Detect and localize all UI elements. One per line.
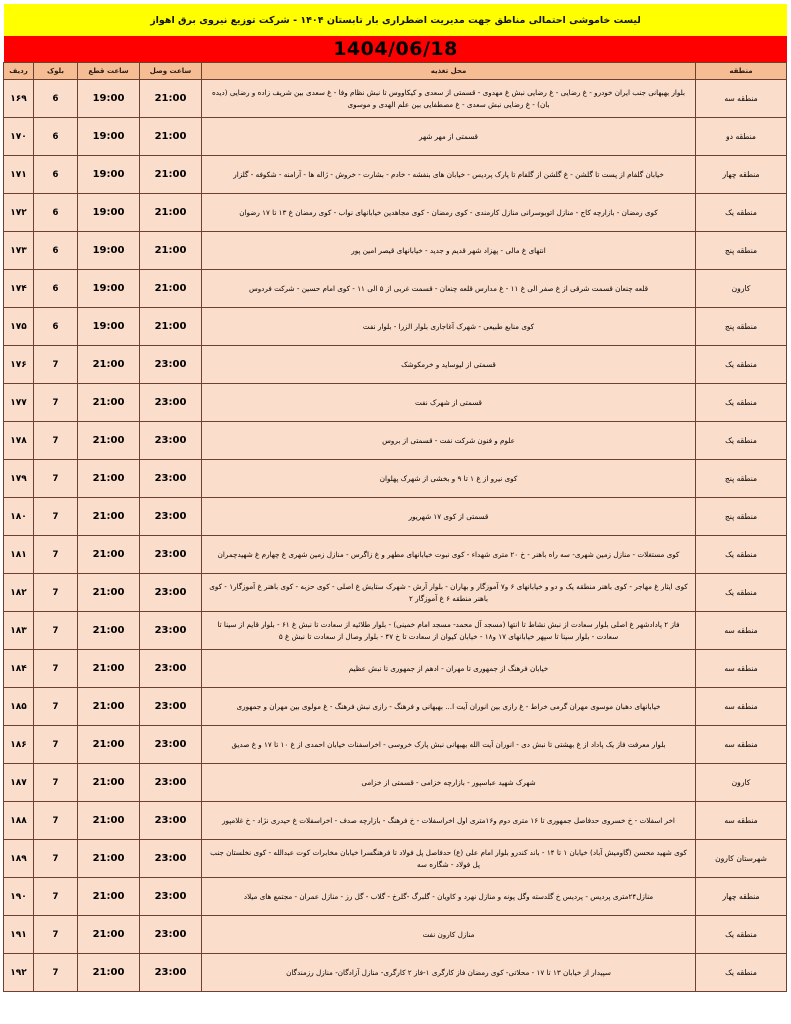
cell-mantaghe: کارون [696,270,787,308]
cell-vasl: 23:00 [140,384,202,422]
cell-mahal: فاز ۲ پادادشهر غ اصلی بلوار سعادت از نبش نشاط تا انتها (مسجد آل محمد- مسجد امام خمینی) - بلوار طلائیه از سعادت تا نبش غ ۶۱ - بلوار قایم از سینا تا سعادت - بلوار سینا تا سپهر خیابانهای ۱۷ و۱۸ - خیابان کیوان از سعادت تا خ ۴۷ - بلوار وصال از سعادت تا نبش غ ۵ [202,612,696,650]
cell-mantaghe: منطقه پنج [696,498,787,536]
cell-ghat: 21:00 [78,612,140,650]
cell-ghat: 21:00 [78,688,140,726]
cell-vasl: 21:00 [140,156,202,194]
cell-block: 7 [34,574,78,612]
table-row [4,384,787,422]
cell-radif: ۱۸۹ [4,840,34,878]
cell-ghat: 21:00 [78,422,140,460]
cell-block: 7 [34,878,78,916]
column-header-block: بلوک [34,63,78,80]
cell-mahal: قسمتی از مهر شهر [202,118,696,156]
table-row [4,118,787,156]
cell-mantaghe: منطقه سه [696,80,787,118]
table-row [4,954,787,992]
cell-mantaghe: منطقه دو [696,118,787,156]
cell-radif: ۱۷۷ [4,384,34,422]
cell-block: 6 [34,194,78,232]
cell-ghat: 21:00 [78,384,140,422]
outage-table [3,62,787,992]
cell-mahal: قسمتی از شهرک نفت [202,384,696,422]
cell-block: 6 [34,156,78,194]
cell-mantaghe: منطقه سه [696,726,787,764]
table-row [4,916,787,954]
cell-mahal: کوی منابع طبیعی - شهرک آغاجاری بلوار الزرا - بلوار نفت [202,308,696,346]
table-row [4,156,787,194]
cell-radif: ۱۷۹ [4,460,34,498]
cell-mahal: کوی نیرو از غ ۱ تا ۹ و بخشی از شهرک پهلوان [202,460,696,498]
cell-block: 6 [34,80,78,118]
cell-radif: ۱۷۴ [4,270,34,308]
cell-vasl: 23:00 [140,650,202,688]
cell-radif: ۱۹۰ [4,878,34,916]
cell-ghat: 19:00 [78,118,140,156]
table-row [4,270,787,308]
cell-radif: ۱۷۰ [4,118,34,156]
cell-radif: ۱۶۹ [4,80,34,118]
cell-block: 7 [34,726,78,764]
cell-vasl: 23:00 [140,878,202,916]
cell-mantaghe: منطقه سه [696,688,787,726]
table-row [4,498,787,536]
cell-radif: ۱۷۳ [4,232,34,270]
column-header-radif: ردیف [4,63,34,80]
cell-radif: ۱۷۶ [4,346,34,384]
cell-mahal: بلوار بهبهانی جنب ایران خودرو - غ رضایی - غ رضایی نبش غ مهدوی - قسمتی از سعدی و کیکاووس تا نبش نظام وفا - غ سعدی بین شریف زاده و رضایی (دیده بان) - غ رضایی نبش سعدی - غ مصطفایی بین علم الهدی و موسوی [202,80,696,118]
cell-block: 7 [34,916,78,954]
cell-vasl: 23:00 [140,612,202,650]
table-row [4,422,787,460]
table-row [4,878,787,916]
cell-mahal: کوی مستغلات - منازل زمین شهری- سه راه باهنر - خ ۲۰ متری شهداء - کوی نبوت خیابانهای مطهر و غ زاگرس - منازل زمین شهری غ چهارم غ شهیدچمران [202,536,696,574]
table-row [4,574,787,612]
cell-mahal: خیابان گلفام از پست تا گلشن - غ گلشن از گلفام تا پارک پردیس - خیابان های بنفشه - خادم - بشارت - خروش - ژاله ها - آرامنه - شکوفه - گلزار [202,156,696,194]
table-row [4,80,787,118]
cell-block: 6 [34,270,78,308]
cell-vasl: 23:00 [140,536,202,574]
cell-block: 7 [34,384,78,422]
cell-mantaghe: منطقه چهار [696,156,787,194]
cell-vasl: 23:00 [140,422,202,460]
table-row [4,308,787,346]
cell-radif: ۱۹۲ [4,954,34,992]
cell-ghat: 19:00 [78,232,140,270]
cell-ghat: 19:00 [78,194,140,232]
cell-vasl: 23:00 [140,460,202,498]
cell-ghat: 21:00 [78,954,140,992]
cell-vasl: 21:00 [140,270,202,308]
cell-ghat: 21:00 [78,764,140,802]
cell-ghat: 19:00 [78,80,140,118]
table-header-row [4,63,787,80]
cell-mahal: بلوار معرفت فاز یک پاداد از غ بهشتی تا نبش دی - انوران آیت الله بهبهانی نبش پارک خروسی - اخراسفنات خیابان احمدی از غ ۱۰ تا ۱۷ و غ صدیق [202,726,696,764]
cell-mahal: خیابان فرهنگ از جمهوری تا مهران - ادهم از جمهوری تا نبش عظیم [202,650,696,688]
cell-mantaghe: کارون [696,764,787,802]
cell-radif: ۱۸۳ [4,612,34,650]
cell-ghat: 21:00 [78,498,140,536]
cell-mantaghe: منطقه یک [696,916,787,954]
cell-mantaghe: شهرستان کارون [696,840,787,878]
cell-vasl: 23:00 [140,726,202,764]
table-row [4,536,787,574]
cell-ghat: 21:00 [78,802,140,840]
column-header-vasl: ساعت وصل [140,63,202,80]
cell-mahal: علوم و فنون شرکت نفت - قسمتی از بروس [202,422,696,460]
cell-block: 7 [34,802,78,840]
cell-vasl: 23:00 [140,688,202,726]
cell-mantaghe: منطقه یک [696,384,787,422]
cell-vasl: 23:00 [140,498,202,536]
table-row [4,346,787,384]
column-header-mantaghe: منطقه [696,63,787,80]
cell-mantaghe: منطقه پنج [696,460,787,498]
cell-mantaghe: منطقه پنج [696,232,787,270]
cell-radif: ۱۸۲ [4,574,34,612]
cell-radif: ۱۸۱ [4,536,34,574]
table-row [4,802,787,840]
cell-block: 7 [34,954,78,992]
cell-ghat: 21:00 [78,650,140,688]
cell-radif: ۱۹۱ [4,916,34,954]
cell-vasl: 21:00 [140,80,202,118]
cell-mantaghe: منطقه سه [696,650,787,688]
cell-block: 7 [34,764,78,802]
cell-radif: ۱۷۲ [4,194,34,232]
cell-vasl: 21:00 [140,118,202,156]
cell-mantaghe: منطقه سه [696,802,787,840]
table-row [4,460,787,498]
cell-ghat: 21:00 [78,536,140,574]
table-row [4,650,787,688]
cell-mahal: کوی رمضان - بازارچه کاج - منازل اتوبوسرانی منازل کارمندی - کوی رمضان - کوی مجاهدین خیابانهای نواب - کوی رمضان غ ۱۳ تا ۱۷ رضوان [202,194,696,232]
cell-block: 6 [34,232,78,270]
cell-radif: ۱۷۱ [4,156,34,194]
table-row [4,688,787,726]
cell-vasl: 23:00 [140,840,202,878]
cell-block: 6 [34,308,78,346]
table-row [4,840,787,878]
cell-block: 7 [34,536,78,574]
sheet-date: 1404/06/18 [4,36,787,62]
cell-mahal: منازل۲۴متری پردیس - پردیس خ گلدسته وگل پونه و منازل نهرد و کاویان - گلبرگ -گلرخ - گلاب - گل رز - منازل عمران - مجتمع های میلاد [202,878,696,916]
column-header-mahal: محل تغذیه [202,63,696,80]
cell-block: 7 [34,688,78,726]
cell-radif: ۱۸۶ [4,726,34,764]
cell-vasl: 21:00 [140,194,202,232]
cell-mahal: کوی شهید محسن (گاومیش آباد) خیابان ۱ تا ۱۴ - باند کندرو بلوار امام علی (ع) حدفاصل پل فولاد تا فرهنگسرا خیابان مخابرات کوت عبدالله - کوی نخلستان جنب پل فولاد - شگاره سه [202,840,696,878]
cell-block: 7 [34,612,78,650]
cell-ghat: 21:00 [78,916,140,954]
cell-mahal: اخر اسفلات - خ خسروی حدفاصل جمهوری تا ۱۶ متری دوم و۱۶متری اول اخراسفلات - خ فرهنگ - بازارچه صدف - اخراسفلات غ حیدری نژاد - خ غلامپور [202,802,696,840]
cell-ghat: 21:00 [78,574,140,612]
cell-vasl: 23:00 [140,916,202,954]
cell-ghat: 21:00 [78,726,140,764]
cell-ghat: 19:00 [78,156,140,194]
cell-radif: ۱۸۷ [4,764,34,802]
cell-mahal: کوی ایثار غ مهاجر - کوی باهنر منطقه یک و دو و خیابانهای ۶ و۷ آموزگار و بهاران - بلوار آرش - شهرک ستایش غ اصلی - کوی حزبه - کوی باهنر غ آموزگار۱ - کوی باهنر منطقه ۶ غ آموزگار ۲ [202,574,696,612]
cell-block: 7 [34,650,78,688]
cell-radif: ۱۸۴ [4,650,34,688]
cell-vasl: 21:00 [140,232,202,270]
cell-mantaghe: منطقه پنج [696,308,787,346]
cell-ghat: 21:00 [78,460,140,498]
cell-block: 7 [34,346,78,384]
cell-ghat: 19:00 [78,308,140,346]
cell-block: 7 [34,422,78,460]
cell-mantaghe: منطقه یک [696,954,787,992]
cell-mahal: قلعه چنعان قسمت شرقی از غ صفر الی غ ۱۱ - غ مدارس قلعه چنعان - قسمت غربی از ۵ الی ۱۱ - کوی امام حسین - شرکت فردوس [202,270,696,308]
table-row [4,232,787,270]
cell-radif: ۱۷۵ [4,308,34,346]
cell-mahal: قسمتی از لیوساید و خرمکوشک [202,346,696,384]
cell-mantaghe: منطقه یک [696,194,787,232]
cell-block: 7 [34,498,78,536]
cell-radif: ۱۷۸ [4,422,34,460]
cell-ghat: 21:00 [78,346,140,384]
cell-block: 6 [34,118,78,156]
cell-radif: ۱۸۸ [4,802,34,840]
cell-ghat: 21:00 [78,878,140,916]
cell-radif: ۱۸۵ [4,688,34,726]
cell-block: 7 [34,840,78,878]
cell-mahal: خیابانهای دهبان موسوی مهران گرمی خراط - غ رازی بین انوران آیت ا... بهبهانی و فرهنگ - رازی نبش فرهنگ - غ مولوی بین مهران و جمهوری [202,688,696,726]
cell-vasl: 23:00 [140,764,202,802]
cell-mantaghe: منطقه چهار [696,878,787,916]
cell-mahal: شهرک شهید عباسپور - بازارچه خزامی - قسمتی از خزامی [202,764,696,802]
sheet-title: لیست خاموشی احتمالی مناطق جهت مدیریت اضطراری بار تابستان ۱۴۰۴ - شرکت توزیع نیروی برق اهواز [4,4,787,36]
table-row [4,764,787,802]
cell-mantaghe: منطقه یک [696,422,787,460]
cell-mahal: سپیدار از خیابان ۱۳ تا ۱۷ - محلاتی- کوی رمضان فاز کارگری ۱-فاز ۲ کارگری- منازل آزادگان- منازل رزمندگان [202,954,696,992]
cell-ghat: 19:00 [78,270,140,308]
table-row [4,194,787,232]
cell-mahal: انتهای غ مالی - پهزاد شهر قدیم و جدید - خیابانهای قیصر امین پور [202,232,696,270]
cell-mantaghe: منطقه سه [696,612,787,650]
cell-vasl: 23:00 [140,346,202,384]
cell-mahal: قسمتی از کوی ۱۷ شهریور [202,498,696,536]
cell-ghat: 21:00 [78,840,140,878]
cell-vasl: 23:00 [140,802,202,840]
column-header-ghat: ساعت قطع [78,63,140,80]
cell-block: 7 [34,460,78,498]
table-body [4,80,787,992]
cell-vasl: 23:00 [140,574,202,612]
table-row [4,726,787,764]
cell-vasl: 23:00 [140,954,202,992]
cell-mahal: منازل کارون نفت [202,916,696,954]
cell-mantaghe: منطقه یک [696,536,787,574]
cell-mantaghe: منطقه یک [696,346,787,384]
cell-mantaghe: منطقه یک [696,574,787,612]
cell-radif: ۱۸۰ [4,498,34,536]
table-row [4,612,787,650]
cell-vasl: 21:00 [140,308,202,346]
